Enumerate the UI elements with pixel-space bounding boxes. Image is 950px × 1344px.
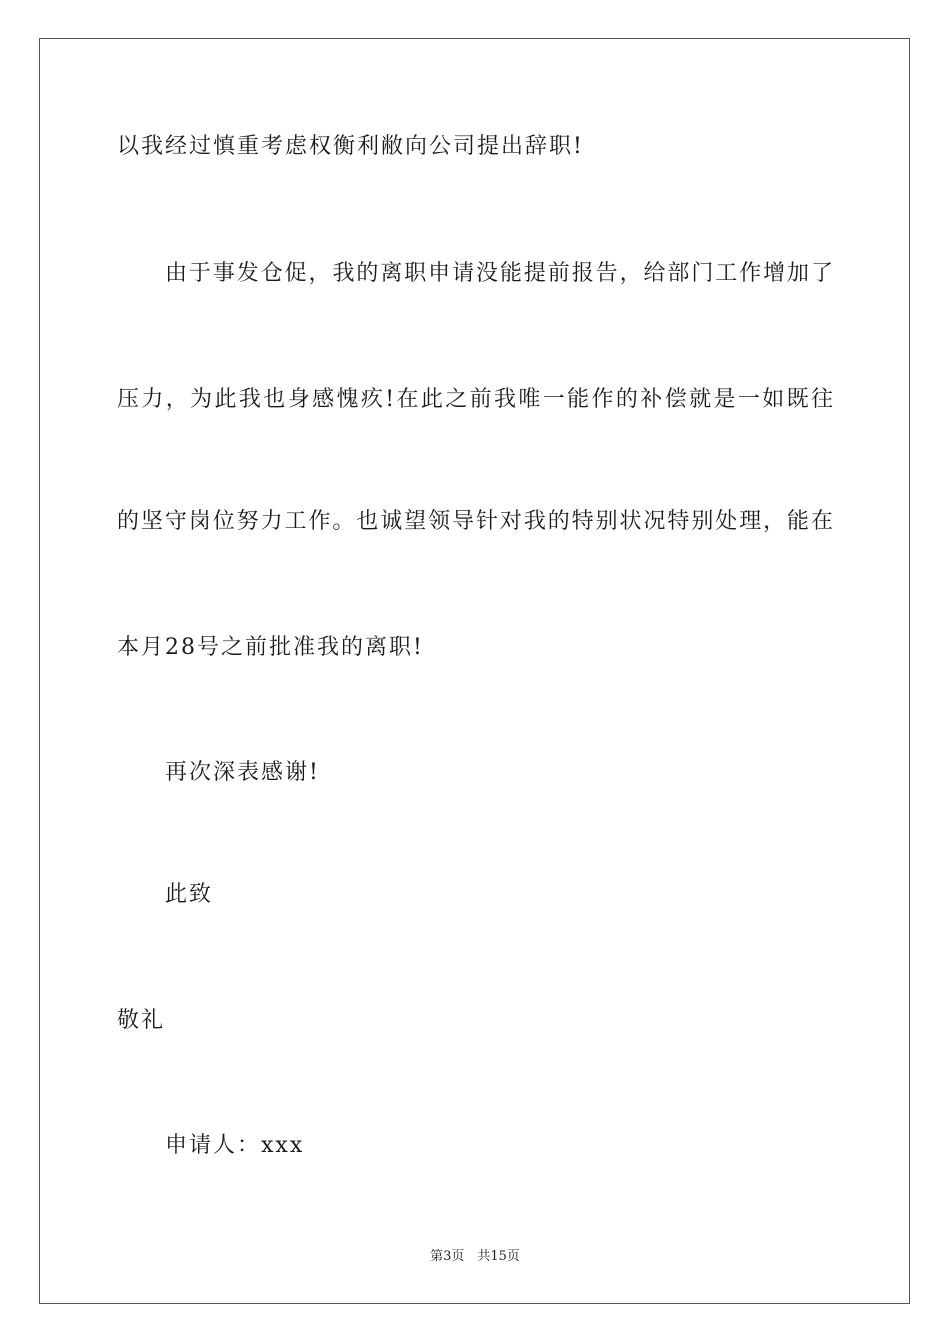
text-line-1: 以我经过慎重考虑权衡利敝向公司提出辞职!: [117, 134, 584, 159]
salutation-line: 敬礼: [117, 1008, 166, 1033]
text-line-2: 由于事发仓促，我的离职申请没能提前报告，给部门工作增加了: [165, 261, 833, 286]
page-border: [39, 38, 910, 1304]
text-line-5: 本月28号之前批准我的离职!: [117, 635, 424, 660]
text-line-6: 再次深表感谢!: [165, 760, 320, 785]
text-line-4: 的坚守岗位努力工作。也诚望领导针对我的特别状况特别处理，能在: [117, 509, 833, 534]
page-number: 第3页 共15页: [430, 1249, 520, 1264]
text-line-3: 压力，为此我也身感愧疚!在此之前我唯一能作的补偿就是一如既往: [117, 387, 833, 412]
applicant-line: 申请人：xxx: [165, 1133, 305, 1158]
closing-line: 此致: [165, 882, 214, 907]
